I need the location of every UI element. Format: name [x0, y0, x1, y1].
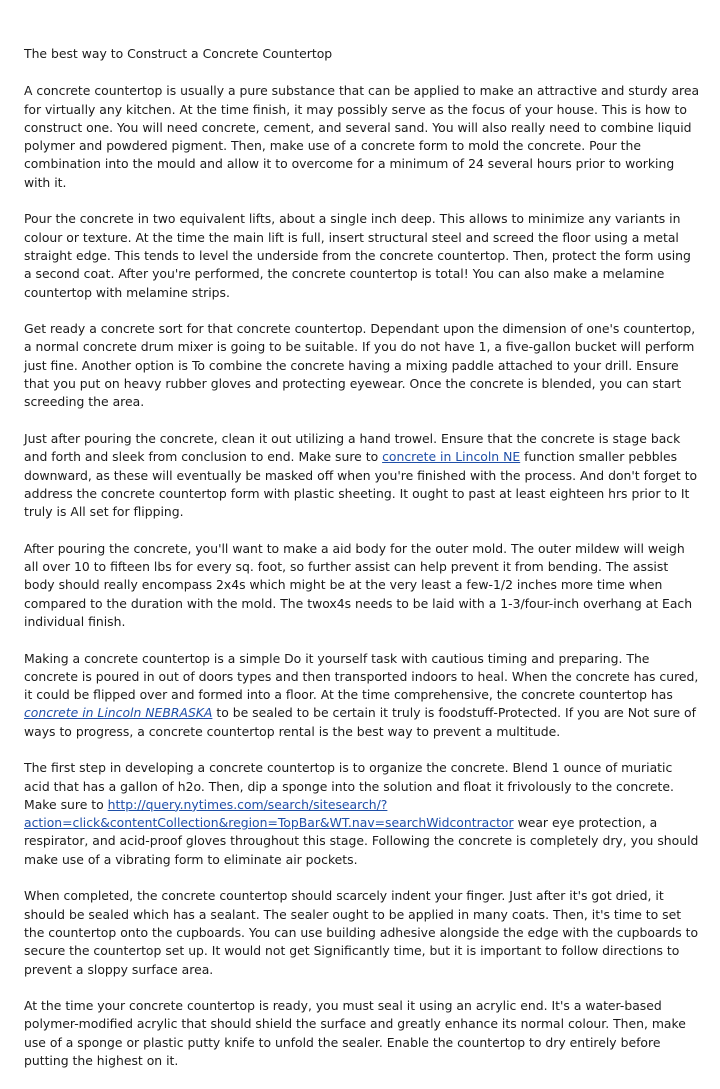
paragraph-1: A concrete countertop is usually a pure substance that can be applied to make an attractive and sturdy area for virtually any kitchen. At the time finish, it may possibly serve as the focus of your house. This is how to construct one. You will need concrete, cement, and several sand. You will also really need to combine liquid polymer and powdered pigment. Then, make use of a concrete form to mold the concrete. Pour the combination into the mould and allow it to overcome for a minimum of 24 several hours prior to working with it. — [24, 83, 700, 190]
document-page — [24, 45, 700, 1089]
paragraph-6-text-after: to be sealed to be certain it truly is foodstuff-Protected. If you are Not sure of ways to progress, a concrete countertop rental is the best way to prevent a multitude. — [24, 705, 696, 739]
paragraph-2: Pour the concrete in two equivalent lifts, about a single inch deep. This allows to minimize any variants in colour or texture. At the time the main lift is full, insert structural steel and screed the floor using a metal straight edge. This tends to level the underside from the concrete countertop. Then, protect the form using a second coat. After you're performed, the concrete countertop is total! You can also make a melamine countertop with melamine strips. — [24, 211, 691, 300]
link-nytimes-search[interactable]: http://query.nytimes.com/search/sitesearch/?action=click&contentCollection&region=TopBar&WT.nav=searchWidcontractor — [24, 796, 514, 831]
page-title: The best way to Construct a Concrete Countertop — [24, 46, 333, 61]
paragraph-9: At the time your concrete countertop is ready, you must seal it using an acrylic end. It's a water-based polymer-modified acrylic that should shield the surface and greatly enhance its normal colour. Then, make use of a sponge or plastic putty knife to unfold the sealer. Enable the countertop to dry entirely before putting the highest on it. — [24, 998, 686, 1069]
paragraph-7-text-before: The first step in developing a concrete countertop is to organize the concrete. Blend 1 ounce of muriatic acid that has a gallon of h2o. Then, dip a sponge into the solution and float it frivolously to the concrete. Make sure to — [24, 760, 674, 812]
paragraph-3: Get ready a concrete sort for that concrete countertop. Dependant upon the dimension of one's countertop, a normal concrete drum mixer is going to be suitable. If you do not have 1, a five-gallon bucket will perform just fine. Another option is To combine the concrete having a mixing paddle attached to your drill. Ensure that you put on heavy rubber gloves and protecting eyewear. Once the concrete is blended, you can start screeding the area. — [24, 321, 696, 410]
link-concrete-lincoln-ne[interactable]: concrete in Lincoln NE — [382, 449, 521, 465]
paragraph-7 — [24, 759, 700, 869]
link-concrete-lincoln-nebraska[interactable]: concrete in Lincoln NEBRASKA — [24, 705, 213, 721]
paragraph-7-text-after: wear eye protection, a respirator, and acid-proof gloves throughout this stage. Following the concrete is completely dry, you should make use of a vibrating form to eliminate air pockets. — [24, 815, 699, 867]
paragraph-4-text-after: function smaller pebbles downward, as these will eventually be masked off when you're finished with the process. And don't forget to address the concrete countertop form with plastic sheeting. It ought to past at least eighteen hrs prior to It truly is All set for flipping. — [24, 449, 698, 520]
paragraph-6 — [24, 650, 700, 741]
paragraph-4 — [24, 430, 700, 521]
paragraph-4-text-before: Just after pouring the concrete, clean it out utilizing a hand trowel. Ensure that the concrete is stage back and forth and sleek from conclusion to end. Make sure to — [24, 430, 681, 465]
paragraph-5: After pouring the concrete, you'll want to make a aid body for the outer mold. The outer mildew will weigh all over 10 to fifteen lbs for every sq. foot, so further assist can help prevent it from bending. The assist body should really encompass 2x4s which might be at the very least a few-1/2 inches more time when compared to the duration with the mold. The twox4s needs to be laid with a 1-3/four-inch overhang at Each individual finish. — [24, 540, 693, 629]
paragraph-8: When completed, the concrete countertop should scarcely indent your finger. Just after it's got dried, it should be sealed which has a sealant. The sealer ought to be applied in many coats. Then, it's time to set the countertop onto the cupboards. You can use building adhesive alongside the edge with the cupboards to secure the countertop set up. It would not get Significantly time, but it is important to follow directions to prevent a sloppy surface area. — [24, 888, 699, 977]
paragraph-6-text-before: Making a concrete countertop is a simple Do it yourself task with cautious timing and preparing. The concrete is poured in out of doors types and then transported indoors to heal. When the concrete has cured, it could be flipped over and formed into a floor. At the time comprehensive, the concrete countertop has — [24, 650, 699, 703]
